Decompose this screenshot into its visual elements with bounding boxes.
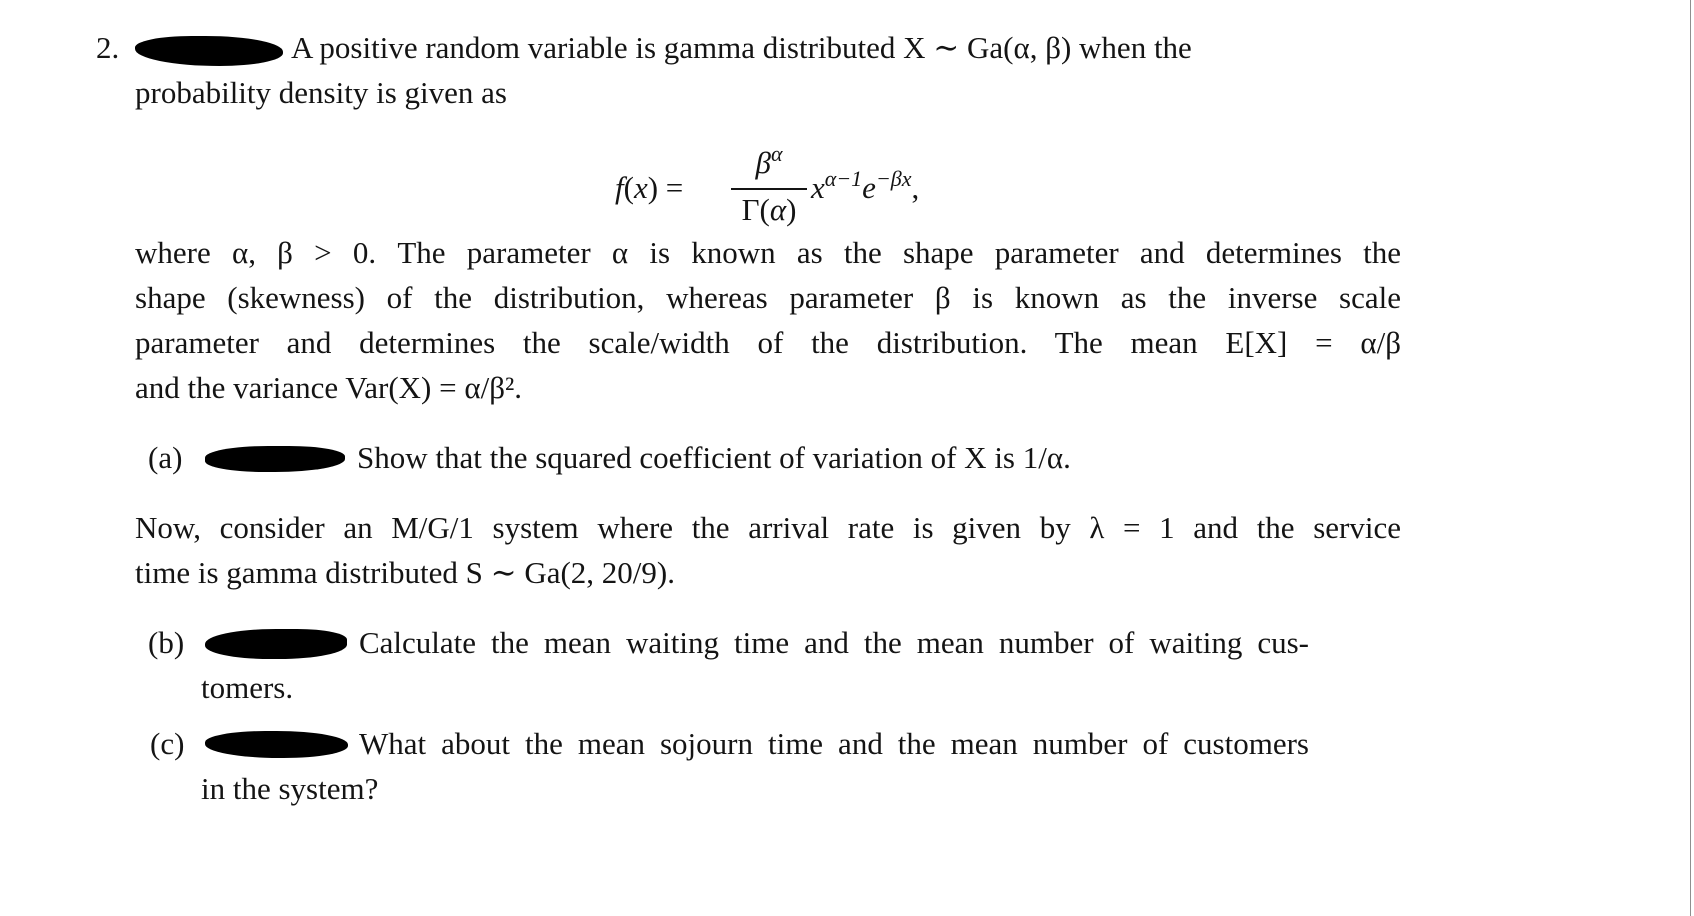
- fraction-bar: [731, 188, 807, 190]
- description-line-4: and the variance Var(X) = α/β².: [135, 370, 523, 405]
- intro-line-1: [135, 28, 1309, 68]
- description-line-1: where α, β > 0. The parameter α is known as the shape parameter and determines the: [135, 235, 1401, 270]
- redacted-points: [205, 446, 345, 472]
- part-c-line-2: in the system?: [201, 771, 379, 806]
- page-edge-divider: [1690, 0, 1691, 916]
- gamma-pdf-formula: [615, 140, 975, 240]
- system-line-1: Now, consider an M/G/1 system where the arrival rate is given by λ = 1 and the service: [135, 510, 1401, 545]
- intro-text-1: A positive random variable is gamma distributed X ∼ Ga(α, β) when the: [291, 30, 1192, 65]
- formula-rest: $x^{\alpha-1}e^{-\beta x}$,: [811, 165, 920, 205]
- part-c-line-1: What about the mean sojourn time and the mean number of customers: [359, 726, 1309, 761]
- part-b-label: (b): [148, 625, 185, 660]
- description-line-3: parameter and determines the scale/width of the distribution. The mean E[X] = α/β: [135, 325, 1401, 360]
- part-b-line-1: Calculate the mean waiting time and the mean number of waiting cus-: [359, 625, 1309, 660]
- formula-numerator: $\beta^\alpha$: [755, 140, 783, 180]
- intro-line-2: probability density is given as: [135, 75, 507, 110]
- description-line-2: shape (skewness) of the distribution, whereas parameter β is known as the inverse scale: [135, 280, 1401, 315]
- system-line-2: time is gamma distributed S ∼ Ga(2, 20/9).: [135, 555, 675, 590]
- redacted-points: [135, 36, 283, 66]
- redacted-points: [205, 731, 348, 758]
- part-c-label: (c): [150, 726, 185, 761]
- part-a-text: Show that the squared coefficient of variation of X is 1/α.: [357, 440, 1071, 475]
- formula-denominator: Γ(α): [741, 192, 797, 227]
- part-b-line-2: tomers.: [201, 670, 294, 705]
- formula-lhs: f(x) =: [615, 170, 684, 205]
- part-a-label: (a): [148, 440, 183, 475]
- redacted-points: [205, 629, 347, 659]
- problem-number: 2.: [96, 30, 120, 65]
